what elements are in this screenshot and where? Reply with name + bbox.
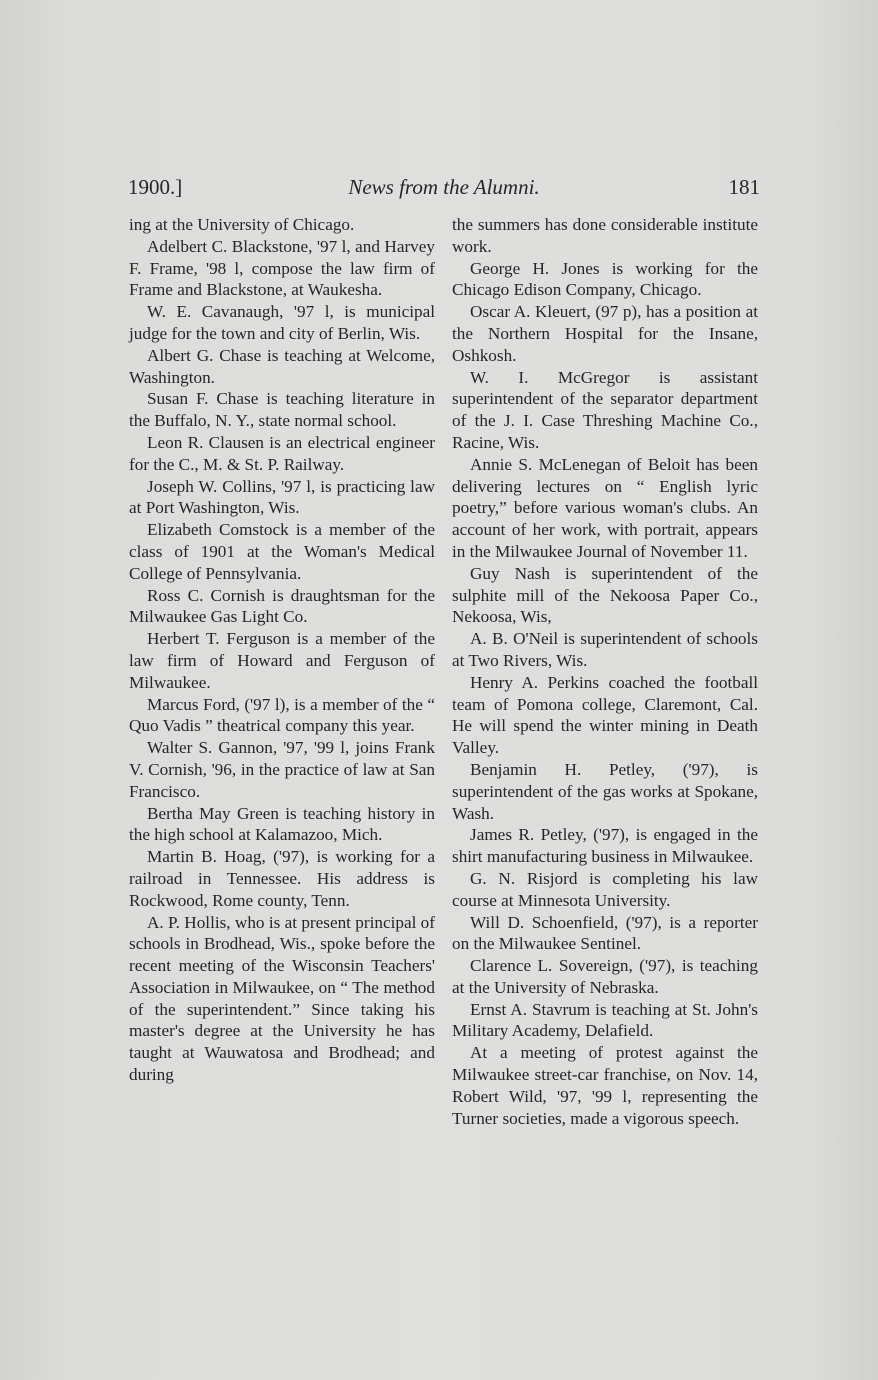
- alumni-note: Leon R. Clausen is an electrical engineer for the C., M. & St. P. Railway.: [129, 432, 435, 474]
- alumni-note: Benjamin H. Petley, ('97), is superintendent of the gas works at Spokane, Wash.: [452, 759, 758, 823]
- alumni-note: James R. Petley, ('97), is engaged in the shirt manufacturing business in Milwaukee.: [452, 825, 758, 867]
- alumni-note: the summers has done considerable institute work.: [452, 215, 758, 256]
- running-header: [128, 172, 760, 202]
- alumni-note: Will D. Schoenfield, ('97), is a reporter on the Milwaukee Sentinel.: [452, 912, 758, 954]
- alumni-note: Joseph W. Collins, '97 l, is practicing law at Port Washington, Wis.: [129, 476, 435, 518]
- alumni-note: Annie S. McLenegan of Beloit has been delivering lectures on “ English lyric poetry,” before various woman's clubs. An account of her work, with portrait, appears in the Milwaukee Journal of November 11.: [452, 454, 758, 561]
- alumni-note: G. N. Risjord is completing his law course at Minnesota University.: [452, 868, 758, 910]
- alumni-note: Oscar A. Kleuert, (97 p), has a position at the Northern Hospital for the Insane, Oshkosh.: [452, 302, 758, 365]
- right-column: [452, 214, 758, 1129]
- alumni-note: Adelbert C. Blackstone, '97 l, and Harvey F. Frame, '98 l, compose the law firm of Frame and Blackstone, at Waukesha.: [129, 236, 435, 300]
- left-column: [129, 214, 435, 1086]
- alumni-note: A. P. Hollis, who is at present principal of schools in Brodhead, Wis., spoke before the recent meeting of the Wisconsin Teachers' Association in Milwaukee, on “ The method of the superintendent.” Since taking his master's degree at the University he has taught at Wauwatosa and Brodhead; and during: [129, 912, 435, 1085]
- alumni-note: Walter S. Gannon, '97, '99 l, joins Frank V. Cornish, '96, in the practice of law at San Francisco.: [129, 738, 435, 801]
- alumni-note: Guy Nash is superintendent of the sulphite mill of the Nekoosa Paper Co., Nekoosa, Wis,: [452, 563, 758, 627]
- alumni-note: W. I. McGregor is assistant superintendent of the separator department of the J. I. Case Threshing Machine Co., Racine, Wis.: [452, 367, 758, 452]
- alumni-note: George H. Jones is working for the Chicago Edison Company, Chicago.: [452, 258, 758, 300]
- alumni-note: Martin B. Hoag, ('97), is working for a railroad in Tennessee. His address is Rockwood, Rome county, Tenn.: [129, 847, 435, 910]
- alumni-note: Ernst A. Stavrum is teaching at St. John's Military Academy, Delafield.: [452, 999, 758, 1041]
- alumni-note: Clarence L. Sovereign, ('97), is teaching at the University of Nebraska.: [452, 956, 758, 997]
- alumni-note: Susan F. Chase is teaching literature in the Buffalo, N. Y., state normal school.: [129, 389, 435, 431]
- alumni-note: Elizabeth Comstock is a member of the class of 1901 at the Woman's Medical College of Pennsylvania.: [129, 520, 435, 583]
- alumni-note: Bertha May Green is teaching history in the high school at Kalamazoo, Mich.: [129, 803, 435, 845]
- alumni-note: Herbert T. Ferguson is a member of the law firm of Howard and Ferguson of Milwaukee.: [129, 629, 435, 692]
- alumni-note: ing at the University of Chicago.: [129, 215, 355, 234]
- header-year: 1900.]: [128, 175, 183, 199]
- alumni-note: Albert G. Chase is teaching at Welcome, Washington.: [129, 345, 435, 387]
- alumni-note: W. E. Cavanaugh, '97 l, is municipal judge for the town and city of Berlin, Wis.: [129, 302, 435, 343]
- alumni-note: A. B. O'Neil is superintendent of schools at Two Rivers, Wis.: [452, 629, 758, 670]
- page-number: 181: [728, 175, 760, 199]
- alumni-note: Henry A. Perkins coached the football team of Pomona college, Claremont, Cal. He will spend the winter mining in Death Valley.: [452, 672, 758, 758]
- header-title: News from the Alumni.: [348, 175, 540, 199]
- alumni-note: Ross C. Cornish is draughtsman for the Milwaukee Gas Light Co.: [129, 585, 435, 627]
- alumni-note: At a meeting of protest against the Milwaukee street-car franchise, on Nov. 14, Robert Wild, '97, '99 l, representing the Turner societies, made a vigorous speech.: [452, 1043, 758, 1128]
- alumni-note: Marcus Ford, ('97 l), is a member of the “ Quo Vadis ” theatrical company this year.: [129, 694, 435, 736]
